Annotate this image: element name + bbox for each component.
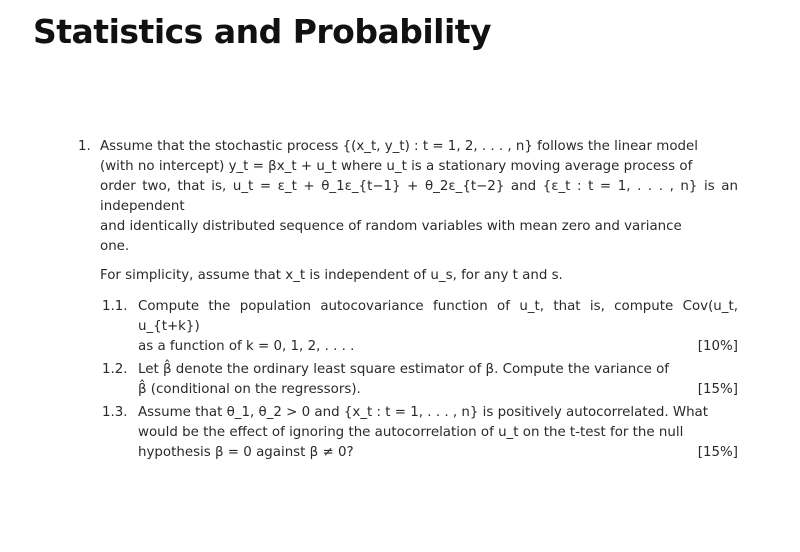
- sub-question-number: 1.2.: [102, 362, 128, 377]
- page-title: Statistics and Probability: [33, 12, 492, 51]
- sub-question-line: would be the effect of ignoring the autocorrelation of u_t on the t-test for the null: [138, 425, 684, 440]
- assumption-note: For simplicity, assume that x_t is independent of u_s, for any t and s.: [100, 268, 563, 283]
- marks-badge: [10%]: [697, 339, 738, 354]
- intro-line: and identically distributed sequence of random variables with mean zero and variance: [100, 219, 682, 234]
- sub-question-line: Let β̂ denote the ordinary least square estimator of β. Compute the variance of: [138, 362, 669, 377]
- question-1: [78, 137, 738, 257]
- sub-question-number: 1.1.: [102, 299, 128, 314]
- sub-question-line: β̂ (conditional on the regressors).: [138, 382, 361, 397]
- intro-line: (with no intercept) y_t = βx_t + u_t where u_t is a stationary moving average process of: [100, 159, 693, 174]
- sub-question-1-3: [102, 403, 738, 463]
- sub-question-1-1: [102, 297, 738, 357]
- question-block: [78, 137, 738, 466]
- intro-line: order two, that is, u_t = ε_t + θ_1ε_{t−1} + θ_2ε_{t−2} and {ε_t : t = 1, . . . , n} is an independent: [100, 179, 738, 214]
- question-intro: [100, 137, 738, 257]
- sub-question-text: [138, 297, 738, 357]
- question-number: 1.: [78, 139, 91, 154]
- intro-line: one.: [100, 239, 130, 254]
- sub-question-line: Assume that θ_1, θ_2 > 0 and {x_t : t = 1, . . . , n} is positively autocorrelated. What: [138, 405, 709, 420]
- sub-question-line: as a function of k = 0, 1, 2, . . . .: [138, 339, 355, 354]
- sub-question-text: [138, 360, 738, 400]
- marks-badge: [15%]: [697, 445, 738, 460]
- sub-question-text: [138, 403, 738, 463]
- marks-badge: [15%]: [697, 382, 738, 397]
- sub-question-1-2: [102, 360, 738, 400]
- intro-line: Assume that the stochastic process {(x_t, y_t) : t = 1, 2, . . . , n} follows the linear model: [100, 139, 698, 154]
- sub-question-number: 1.3.: [102, 405, 128, 420]
- sub-question-line: hypothesis β = 0 against β ≠ 0?: [138, 445, 354, 460]
- sub-questions: [102, 297, 738, 463]
- sub-question-line: Compute the population autocovariance function of u_t, that is, compute Cov(u_t, u_{t+k}): [138, 299, 738, 334]
